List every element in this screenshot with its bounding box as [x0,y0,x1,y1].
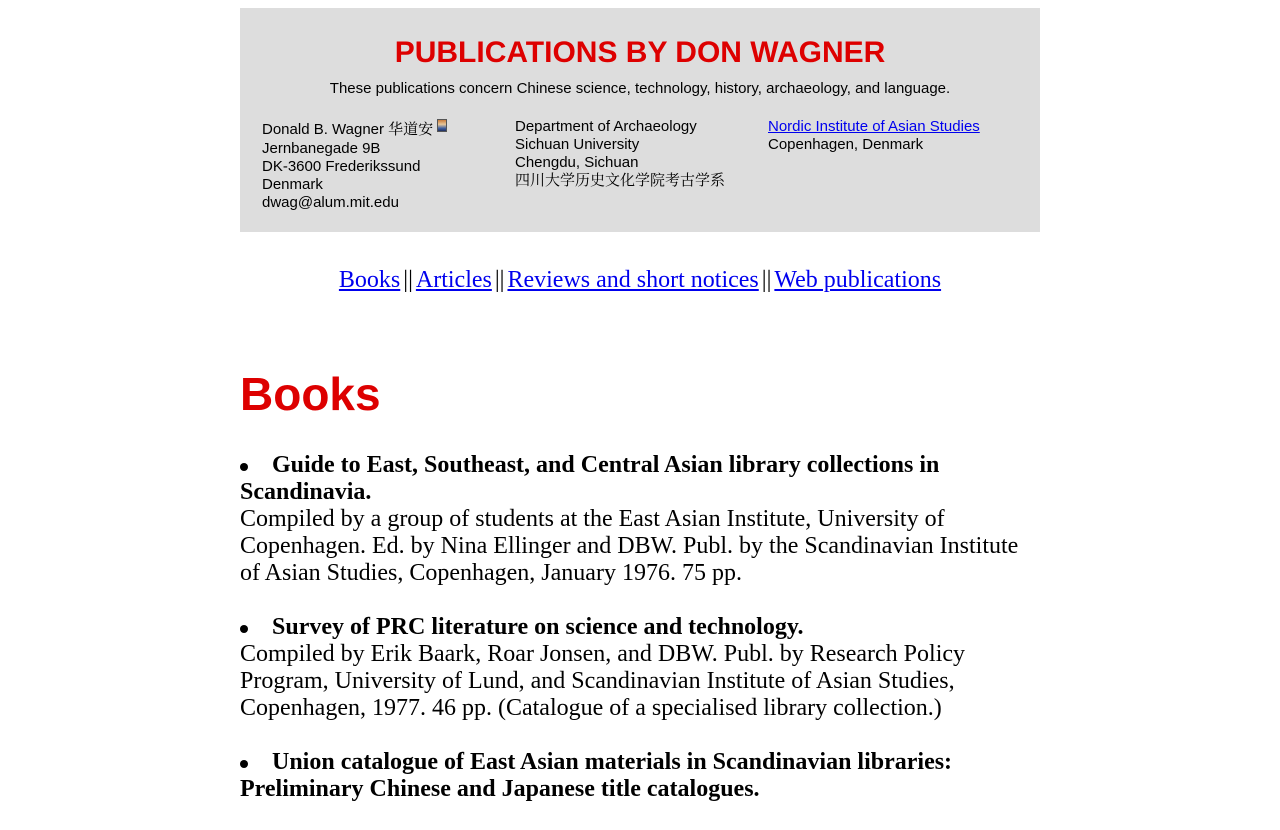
book-title: Union catalogue of East Asian materials in Scandinavian libraries: Preliminary Chinese and Japanese title catalogues. [240,749,953,802]
bullet-icon [240,463,248,471]
contact-name: Donald B. Wagner 华道安 [262,121,434,138]
nav-separator: || [494,267,505,293]
bullet-icon [240,760,248,768]
nav-link-web-publications[interactable]: Web publications [774,267,942,293]
nav-separator: || [403,267,413,293]
page-subtitle: These publications concern Chinese science, technology, history, archaeology, and language. [329,80,951,97]
list-item [240,614,1030,722]
contact-city: DK-3600 Frederikssund [262,158,421,175]
book-list [240,452,1030,830]
affiliation-chinese-name: 四川大学历史文化学院考古学系 [515,172,726,189]
nav-link-articles[interactable]: Articles [415,267,492,293]
affiliation-department: Department of Archaeology [515,118,697,135]
section-title-books: Books [240,368,381,420]
list-item [240,749,1030,803]
contact-email: dwag@alum.mit.edu [262,194,399,211]
affiliation-nias [768,118,980,154]
book-title: Guide to East, Southeast, and Central Asian library collections in Scandinavia. [240,452,940,505]
list-item [240,452,1030,587]
book-title: Survey of PRC literature on science and technology. [272,614,804,640]
affiliation-city: Chengdu, Sichuan [515,154,639,171]
header-panel [240,8,1040,232]
nias-location: Copenhagen, Denmark [768,136,924,153]
page [240,8,1040,802]
affiliation-sichuan [515,118,725,190]
book-description: Compiled by Erik Baark, Roar Jonsen, and DBW. Publ. by Research Policy Program, University of Lund, and Scandinavian Institute of Asian Studies, Copenhagen, 1977. 46 pp. (Catalogue of a specialised library collection.) [240,641,966,721]
contact-street: Jernbanegade 9B [262,140,381,157]
nias-link[interactable]: Nordic Institute of Asian Studies [768,118,980,135]
affiliation-university: Sichuan University [515,136,640,153]
portrait-thumbnail-icon[interactable] [437,119,447,132]
section-nav [240,262,1040,298]
contact-name-line [262,119,447,140]
contact-country: Denmark [262,176,323,193]
page-title: PUBLICATIONS BY DON WAGNER [394,36,886,69]
nav-link-books[interactable]: Books [338,267,401,293]
contact-address [262,119,447,212]
nav-link-reviews[interactable]: Reviews and short notices [507,267,759,293]
book-description: Compiled by a group of students at the East Asian Institute, University of Copenhagen. Ed. by Nina Ellinger and DBW. Publ. by the Scandinavian Institute of Asian Studies, Copenhagen, January 1976. 75 pp. [240,506,1019,586]
nav-separator: || [761,267,772,293]
bullet-icon [240,625,248,633]
